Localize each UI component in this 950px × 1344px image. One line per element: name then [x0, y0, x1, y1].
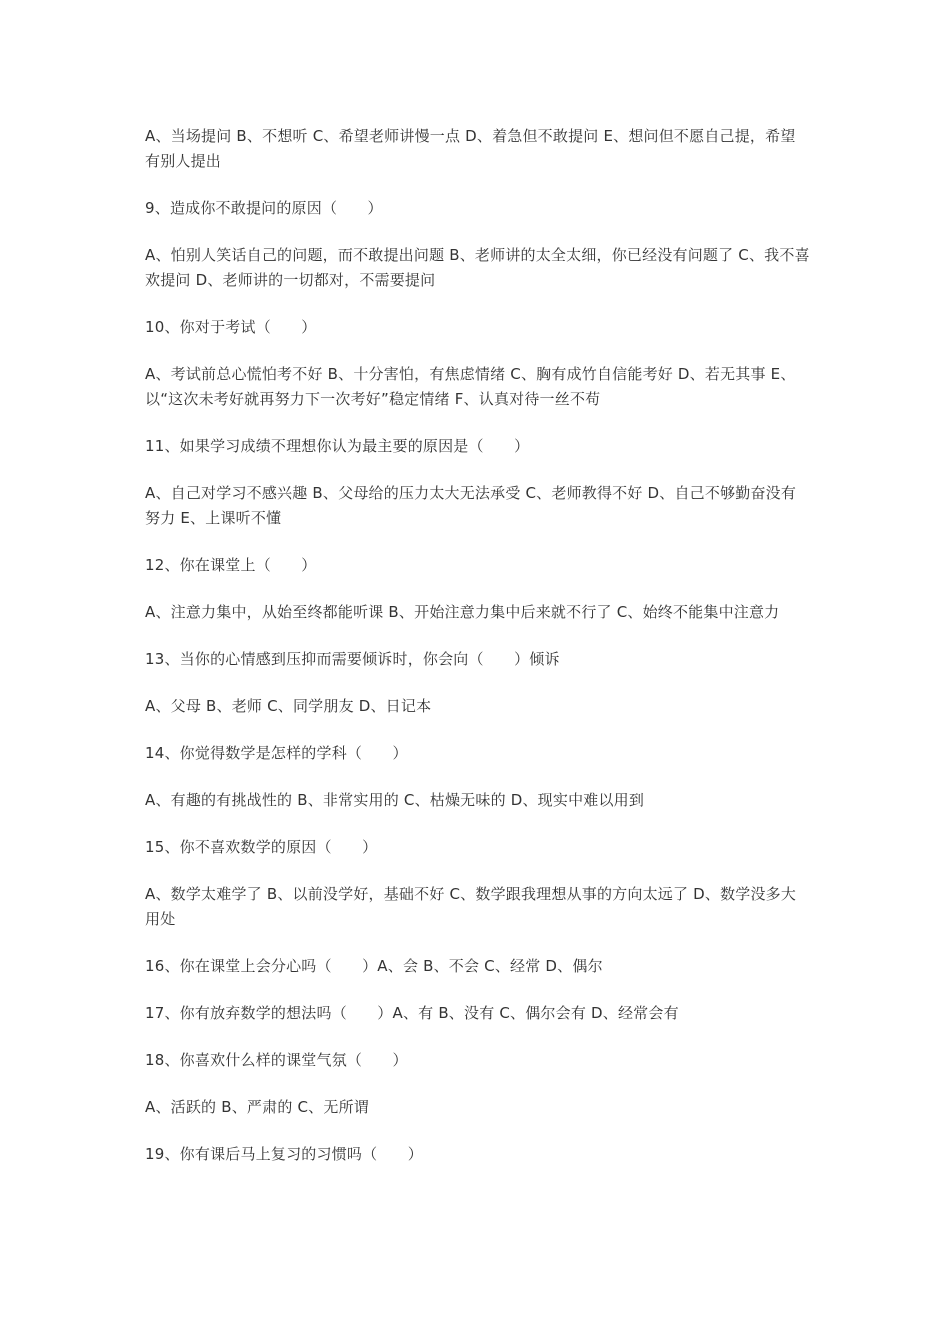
answer-options-q15: A、数学太难学了 B、以前没学好，基础不好 C、数学跟我理想从事的方向太远了 D、数学没多大用处 — [145, 885, 797, 928]
answer-options-q10: A、考试前总心慌怕考不好 B、十分害怕，有焦虑情绪 C、胸有成竹自信能考好 D、若无其事 E、以“这次未考好就再努力下一次考好”稳定情绪 F、认真对待一丝不苟 — [145, 365, 796, 408]
question-9: 9、造成你不敢提问的原因（ ） — [145, 199, 383, 217]
question-18: 18、你喜欢什么样的课堂气氛（ ） — [145, 1051, 408, 1069]
answer-options-q12: A、注意力集中，从始至终都能听课 B、开始注意力集中后来就不行了 C、始终不能集中注意力 — [145, 603, 780, 621]
question-15: 15、你不喜欢数学的原因（ ） — [145, 838, 378, 856]
answer-options-q18: A、活跃的 B、严肃的 C、无所谓 — [145, 1098, 369, 1116]
question-19: 19、你有课后马上复习的习惯吗（ ） — [145, 1145, 423, 1163]
question-11: 11、如果学习成绩不理想你认为最主要的原因是（ ） — [145, 437, 530, 455]
answer-options-q13: A、父母 B、老师 C、同学朋友 D、日记本 — [145, 697, 432, 715]
document-page — [145, 124, 810, 1189]
question-12: 12、你在课堂上（ ） — [145, 556, 317, 574]
answer-options-q8: A、当场提问 B、不想听 C、希望老师讲慢一点 D、着急但不敢提问 E、想问但不愿自己提，希望有别人提出 — [145, 127, 796, 170]
question-14: 14、你觉得数学是怎样的学科（ ） — [145, 744, 408, 762]
question-16: 16、你在课堂上会分心吗（ ）A、会 B、不会 C、经常 D、偶尔 — [145, 957, 603, 975]
question-10: 10、你对于考试（ ） — [145, 318, 317, 336]
question-17: 17、你有放弃数学的想法吗（ ）A、有 B、没有 C、偶尔会有 D、经常会有 — [145, 1004, 679, 1022]
answer-options-q9: A、怕别人笑话自己的问题，而不敢提出问题 B、老师讲的太全太细，你已经没有问题了 C、我不喜欢提问 D、老师讲的一切都对，不需要提问 — [145, 246, 810, 289]
answer-options-q14: A、有趣的有挑战性的 B、非常实用的 C、枯燥无味的 D、现实中难以用到 — [145, 791, 645, 809]
answer-options-q11: A、自己对学习不感兴趣 B、父母给的压力太大无法承受 C、老师教得不好 D、自己不够勤奋没有努力 E、上课听不懂 — [145, 484, 797, 527]
question-13: 13、当你的心情感到压抑而需要倾诉时，你会向（ ）倾诉 — [145, 650, 560, 668]
